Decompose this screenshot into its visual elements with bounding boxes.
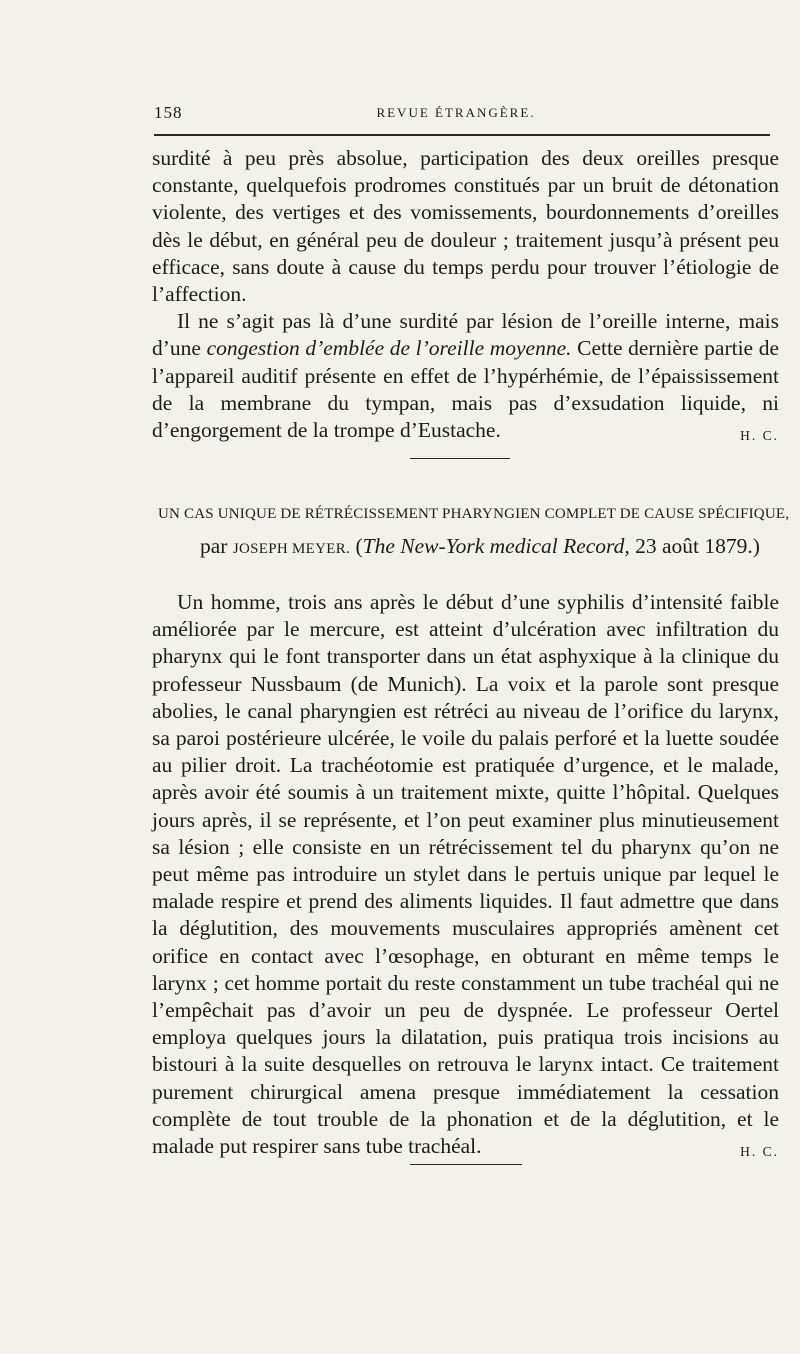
article-2-byline <box>200 534 780 559</box>
section-divider-end <box>410 1164 522 1165</box>
article-2-text: Un homme, trois ans après le début d’une syphilis d’intensité faible améliorée par le mercure, est atteint d’ulcération avec infiltration du pharynx qui le font transporter dans un état asphyxique à la clinique du professeur Nussbaum (de Munich). La voix et la parole sont presque abolies, le canal pharyngien est rétréci au niveau de l’orifice du larynx, sa paroi postérieure ulcérée, le voile du palais perforé et la luette soudée au pilier droit. La trachéotomie est pratiquée d’urgence, et le malade, après avoir été soumis à un traitement mixte, quitte l’hôpital. Quelques jours après, il se représente, et l’on peut examiner plus minutieusement sa lésion ; elle consiste en un rétrécissement tel du pharynx qu’on ne peut même pas introduire un stylet dans le pertuis unique par lequel le malade respire et prend des aliments liquides. Il faut admettre que dans la déglutition, des mouvements musculaires appropriés amènent cet orifice en contact avec l’œsophage, en obturant en même temps le larynx ; cet homme portait du reste constamment un tube trachéal qui ne l’empêchait pas d’avoir un peu de dyspnée. Le professeur Oertel employa quelques jours la dilatation, puis pratiqua trois incisions au bistouri à la suite desquelles on retrouva le larynx intact. Ce traitement purement chirurgical amena presque immédiatement la cessation complète de tout trouble de la phonation et de la déglutition, et le malade put respirer sans tube trachéal. <box>152 590 779 1159</box>
byline-par: par <box>200 534 233 558</box>
section-divider <box>410 458 510 459</box>
paragraph-2-emphasis: congestion d’emblée de l’oreille moyenne. <box>206 336 572 361</box>
article-2-body <box>152 589 779 1165</box>
header-rule <box>154 134 770 136</box>
article-2-title: UN CAS UNIQUE DE RÉTRÉCISSEMENT PHARYNGIEN COMPLET DE CAUSE SPÉCIFIQUE, <box>158 506 790 522</box>
article-2-date: 23 août 1879.) <box>629 534 760 558</box>
article-1-body <box>152 145 779 449</box>
page-header <box>154 103 758 125</box>
paragraph-2-text-end: Cette dernière partie de l’appareil auditif présente en effet de l’hypérhémie, de l’épaississement de la membrane du tympan, mais pas d’exsudation liquide, ni d’engorgement de la trompe d’Eustache. <box>152 336 780 443</box>
article-2-signature: H. C. <box>740 1144 779 1160</box>
article-2-author: JOSEPH MEYER. <box>232 541 351 557</box>
page-number: 158 <box>154 103 183 122</box>
paragraph-2-text-start: Il ne s’agit pas là d’une surdité par lésion de l’oreille interne, mais d’une <box>152 309 779 361</box>
article-2-paragraph <box>152 589 779 1160</box>
article-1-paragraph-1: surdité à peu près absolue, participation des deux oreilles presque constante, quelquefois prodromes constitués par un bruit de détonation violente, des vertiges et des vomissements, bourdonnements d’oreilles dès le début, en général peu de douleur ; traitement jusqu’à présent peu efficace, sans doute à cause du temps perdu pour trouver l’étiologie de l’affection. <box>152 146 779 307</box>
byline-open-paren: ( <box>350 534 363 558</box>
article-2-journal: The New-York medical Record, <box>362 534 630 558</box>
article-1-paragraph-2 <box>152 308 779 444</box>
article-1-signature: H. C. <box>740 428 779 444</box>
running-title: REVUE ÉTRANGÈRE. <box>376 105 536 120</box>
